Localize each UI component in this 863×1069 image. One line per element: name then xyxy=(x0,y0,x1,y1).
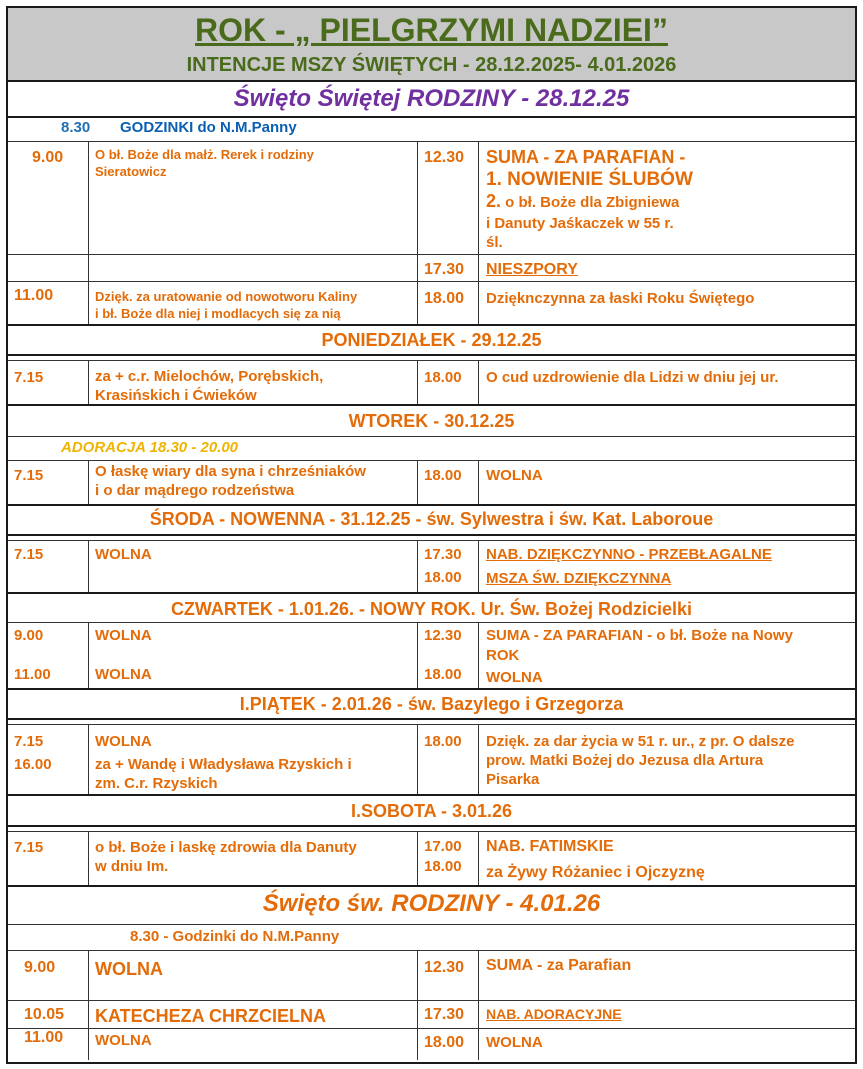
divider xyxy=(8,404,855,406)
section-heading-monday: PONIEDZIAŁEK - 29.12.25 xyxy=(321,330,542,350)
column-divider xyxy=(88,141,89,324)
intention-text: prow. Matki Bożej do Jezusa dla Artura xyxy=(486,752,764,769)
column-divider xyxy=(417,724,418,794)
intention-text: Dzięk. za dar życia w 51 r. ur., z pr. O dalsze xyxy=(486,733,795,750)
divider xyxy=(8,504,855,506)
intention-text: Dzięk. za uratowanie od nowotworu Kaliny xyxy=(95,289,358,304)
intention-text: WOLNA xyxy=(486,669,543,686)
intention-text: NAB. DZIĘKCZYNNO - PRZEBŁAGALNE xyxy=(486,546,772,563)
column-divider xyxy=(478,540,479,592)
intention-text: O łaskę wiary dla syna i chrześniaków xyxy=(95,463,366,480)
mass-time: 17.30 xyxy=(424,1006,465,1023)
divider xyxy=(8,831,855,832)
intention-text: NAB. ADORACYJNE xyxy=(486,1006,622,1022)
intention-text: WOLNA xyxy=(95,733,152,750)
divider xyxy=(8,622,855,623)
intention-text: i bł. Boże dla niej i modlacych się za nią xyxy=(95,306,341,321)
mass-time: 18.00 xyxy=(424,858,462,875)
intention-text: SUMA - ZA PARAFIAN - o bł. Boże na Nowy xyxy=(486,627,793,644)
intention-text: śl. xyxy=(486,234,503,251)
column-divider xyxy=(88,540,89,592)
column-divider xyxy=(417,460,418,504)
divider xyxy=(8,360,855,361)
intention-text: O cud uzdrowienie dla Lidzi w dniu jej ur. xyxy=(486,369,779,386)
page-title: ROK - „ PIELGRZYMI NADZIEI” xyxy=(195,12,668,48)
mass-time: 11.00 xyxy=(24,1029,64,1046)
section-heading-sunday-holy-family: Święto Świętej RODZINY - 28.12.25 xyxy=(233,85,630,112)
mass-time: 11.00 xyxy=(14,666,51,683)
intention-text: za + Wandę i Władysława Rzyskich i xyxy=(95,756,352,773)
divider xyxy=(8,724,855,725)
column-divider xyxy=(417,831,418,885)
intention-text: MSZA ŚW. DZIĘKCZYNNA xyxy=(486,570,672,587)
column-divider xyxy=(88,622,89,688)
column-divider xyxy=(417,950,418,1060)
intention-text: w dniu Im. xyxy=(95,858,169,875)
section-heading-saturday: I.SOBOTA - 3.01.26 xyxy=(350,801,513,821)
divider xyxy=(8,592,855,594)
divider xyxy=(8,436,855,437)
note-time: 8.30 xyxy=(61,119,91,136)
mass-time: 7.15 xyxy=(14,369,44,386)
mass-time: 7.15 xyxy=(14,839,44,856)
intention-text: ROK xyxy=(486,647,520,664)
divider xyxy=(8,254,855,255)
intention-text: WOLNA xyxy=(95,959,163,979)
mass-time: 18.00 xyxy=(424,467,462,484)
mass-time: 9.00 xyxy=(32,149,64,166)
intention-text: 1. NOWIENIE ŚLUBÓW xyxy=(486,169,693,190)
column-divider xyxy=(417,360,418,404)
column-divider xyxy=(417,622,418,688)
mass-time: 12.30 xyxy=(424,149,465,166)
mass-time: 18.00 xyxy=(424,733,462,750)
intention-text: i Danuty Jaśkaczek w 55 r. xyxy=(486,215,674,232)
divider xyxy=(8,1000,855,1001)
divider xyxy=(8,885,855,887)
intention-text: za + c.r. Mielochów, Porębskich, xyxy=(95,368,324,385)
section-heading-wednesday: ŚRODA - NOWENNA - 31.12.25 - św. Sylwestra i św. Kat. Laboroue xyxy=(149,509,714,529)
mass-time: 9.00 xyxy=(14,627,44,644)
intention-text: WOLNA xyxy=(95,1032,152,1049)
intention-text: WOLNA xyxy=(486,467,543,484)
mass-time: 18.00 xyxy=(424,369,462,386)
column-divider xyxy=(478,622,479,688)
mass-time: 18.00 xyxy=(424,1034,465,1051)
intention-text: o bł. Boże dla Zbigniewa xyxy=(501,194,680,211)
intention-text: KATECHEZA CHRZCIELNA xyxy=(95,1006,326,1026)
column-divider xyxy=(478,141,479,324)
divider xyxy=(8,324,855,326)
intention-text: Krasińskich i Ćwieków xyxy=(95,387,257,404)
mass-time: 7.15 xyxy=(14,546,44,563)
column-divider xyxy=(88,460,89,504)
intention-text: WOLNA xyxy=(486,1034,543,1051)
mass-time: 7.15 xyxy=(14,733,44,750)
column-divider xyxy=(88,831,89,885)
intention-text: WOLNA xyxy=(95,666,152,683)
section-heading-sunday-holy-family-2: Święto św. RODZINY - 4.01.26 xyxy=(262,890,601,917)
column-divider xyxy=(88,360,89,404)
intention-number: 2. xyxy=(486,191,502,211)
adoration-note: ADORACJA 18.30 - 20.00 xyxy=(61,439,239,456)
intention-text: i o dar mądrego rodzeństwa xyxy=(95,482,295,499)
intention-text: za Żywy Różaniec i Ojczyznę xyxy=(486,864,705,881)
note-text: 8.30 - Godzinki do N.M.Panny xyxy=(130,928,340,945)
column-divider xyxy=(88,950,89,1060)
page-subtitle: INTENCJE MSZY ŚWIĘTYCH - 28.12.2025- 4.01.2026 xyxy=(186,54,677,76)
mass-time: 12.30 xyxy=(424,627,462,644)
divider xyxy=(8,116,855,118)
divider xyxy=(8,718,855,720)
intention-text: Pisarka xyxy=(486,771,540,788)
column-divider xyxy=(478,724,479,794)
divider xyxy=(8,354,855,356)
mass-time: 17.30 xyxy=(424,546,462,563)
intentions-sheet xyxy=(6,6,857,1064)
divider xyxy=(8,540,855,541)
intention-text: o bł. Boże i laskę zdrowia dla Danuty xyxy=(95,839,357,856)
column-divider xyxy=(478,950,479,1060)
divider xyxy=(8,281,855,282)
mass-time: 9.00 xyxy=(24,959,56,976)
intention-text: Sieratowicz xyxy=(95,164,167,179)
mass-time: 18.00 xyxy=(424,666,462,683)
intention-text: Dzięknczynna za łaski Roku Świętego xyxy=(486,290,755,307)
divider xyxy=(8,534,855,536)
divider xyxy=(8,688,855,690)
mass-time: 18.00 xyxy=(424,290,465,307)
note-text: GODZINKI do N.M.Panny xyxy=(120,119,297,136)
column-divider xyxy=(88,724,89,794)
mass-time: 7.15 xyxy=(14,467,44,484)
mass-time: 16.00 xyxy=(14,756,52,773)
column-divider xyxy=(417,540,418,592)
column-divider xyxy=(478,831,479,885)
column-divider xyxy=(417,141,418,324)
divider xyxy=(8,141,855,142)
section-heading-friday: I.PIĄTEK - 2.01.26 - św. Bazylego i Grzegorza xyxy=(239,694,624,714)
divider xyxy=(8,950,855,951)
divider xyxy=(8,924,855,925)
column-divider xyxy=(478,360,479,404)
mass-time: 17.00 xyxy=(424,838,462,855)
intention-text: WOLNA xyxy=(95,546,152,563)
intention-text: WOLNA xyxy=(95,627,152,644)
intention-text: O bł. Boże dla małż. Rerek i rodziny xyxy=(95,147,314,162)
divider xyxy=(8,794,855,796)
mass-time: 11.00 xyxy=(14,287,54,304)
intention-text: NAB. FATIMSKIE xyxy=(486,838,614,855)
intention-text: SUMA - ZA PARAFIAN - xyxy=(486,147,686,167)
divider xyxy=(8,460,855,461)
mass-time: 10.05 xyxy=(24,1006,65,1023)
intention-text: NIESZPORY xyxy=(486,261,578,278)
mass-time: 18.00 xyxy=(424,569,462,586)
divider xyxy=(8,825,855,827)
mass-time: 12.30 xyxy=(424,959,465,976)
intention-text: zm. C.r. Rzyskich xyxy=(95,775,218,792)
section-heading-tuesday: WTOREK - 30.12.25 xyxy=(348,411,515,431)
intention-text: SUMA - za Parafian xyxy=(486,957,632,974)
divider xyxy=(8,1028,855,1029)
section-heading-thursday: CZWARTEK - 1.01.26. - NOWY ROK. Ur. Św. Bożej Rodzicielki xyxy=(170,599,693,619)
column-divider xyxy=(478,460,479,504)
mass-time: 17.30 xyxy=(424,261,465,278)
